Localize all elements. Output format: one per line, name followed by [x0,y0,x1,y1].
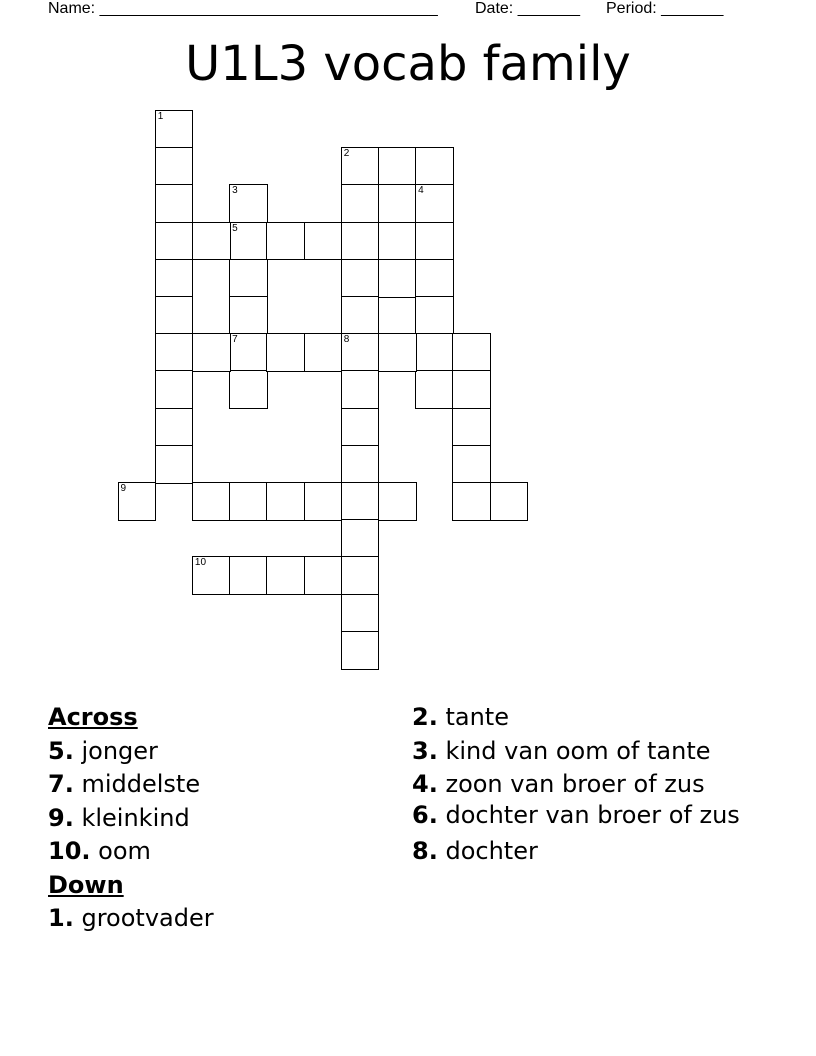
crossword-cell[interactable] [341,259,380,298]
crossword-cell[interactable] [304,222,343,261]
crossword-cell[interactable] [155,296,194,335]
crossword-cell[interactable] [192,333,231,372]
clues-left-column [48,701,214,936]
crossword-cell[interactable] [266,333,305,372]
clue-across-7: 7. middelste [48,770,201,798]
crossword-cell[interactable] [192,482,231,521]
crossword-cell[interactable] [452,370,491,409]
clue-number: 8 [343,334,350,346]
crossword-cell[interactable] [341,445,380,484]
period-field-label: Period: _______ [606,0,724,17]
name-field-label: Name: ______________________________________ [48,0,438,17]
crossword-cell[interactable] [155,222,194,261]
crossword-cell[interactable] [341,222,380,261]
crossword-cell[interactable] [118,482,157,521]
crossword-cell[interactable] [229,222,268,261]
page-title: U1L3 vocab family [185,36,631,92]
down-heading: Down [48,870,124,899]
crossword-cell[interactable] [341,594,380,633]
crossword-cell[interactable] [304,556,343,595]
crossword-cell[interactable] [266,556,305,595]
crossword-cell[interactable] [304,333,343,372]
clue-down-6: 6. dochter van broer of zus [412,800,740,829]
crossword-cell[interactable] [155,445,194,484]
crossword-cell[interactable] [341,333,380,372]
crossword-cell[interactable] [229,259,268,298]
clue-number: 4 [418,185,424,197]
crossword-cell[interactable] [229,333,268,372]
crossword-cell[interactable] [229,370,268,409]
crossword-cell[interactable] [155,370,194,409]
crossword-cell[interactable] [304,482,343,521]
crossword-cell[interactable] [452,333,491,372]
clue-across-10: 10. oom [48,837,151,865]
clue-across-9: 9. kleinkind [48,803,190,832]
clue-number: 1 [157,111,164,122]
crossword-cell[interactable] [341,482,380,521]
clue-number: 9 [120,483,127,494]
crossword-cell[interactable] [266,222,305,261]
crossword-cell[interactable] [229,482,268,521]
crossword-cell[interactable] [378,184,417,223]
clue-down-3: 3. kind van oom of tante [412,736,711,765]
crossword-cell[interactable] [452,445,491,484]
crossword-cell[interactable] [378,259,417,298]
clue-number: 7 [232,334,238,346]
crossword-cell[interactable] [415,222,454,261]
clue-number: 2 [343,148,350,160]
crossword-cell[interactable] [229,184,268,223]
crossword-cell[interactable] [378,482,417,521]
crossword-cell[interactable] [229,556,268,595]
crossword-cell[interactable] [415,259,454,298]
crossword-cell[interactable] [378,333,417,372]
crossword-cell[interactable] [341,408,380,447]
crossword-cell[interactable] [490,482,529,521]
clue-down-1: 1. grootvader [48,904,214,932]
crossword-cell[interactable] [378,222,417,261]
clue-across-5: 5. jonger [48,736,158,765]
crossword-cell[interactable] [415,333,454,372]
clue-number: 3 [232,185,238,197]
crossword-cell[interactable] [341,556,380,595]
clue-number: 10 [194,557,207,569]
clues-right-column [412,701,742,868]
clue-down-8: 8. dochter [412,836,538,865]
crossword-cell[interactable] [415,370,454,409]
crossword-cell[interactable] [155,147,194,186]
across-heading: Across [48,703,138,731]
crossword-cell[interactable] [229,296,268,335]
crossword-cell[interactable] [192,556,231,595]
crossword-cell[interactable] [452,482,491,521]
crossword-cell[interactable] [341,147,380,186]
crossword-cell[interactable] [415,296,454,335]
crossword-cell[interactable] [266,482,305,521]
clue-number: 5 [232,222,238,234]
crossword-cell[interactable] [155,408,194,447]
crossword-cell[interactable] [341,296,380,335]
crossword-cell[interactable] [452,408,491,447]
crossword-cell[interactable] [155,333,194,372]
crossword-cell[interactable] [415,184,454,223]
crossword-cell[interactable] [341,519,380,558]
crossword-cell[interactable] [192,222,231,261]
clue-down-2: 2. tante [412,703,509,731]
crossword-cell[interactable] [415,147,454,186]
crossword-cell[interactable] [341,631,380,670]
crossword-cell[interactable] [155,110,194,149]
date-field-label: Date: _______ [475,0,580,17]
clue-down-4: 4. zoon van broer of zus [412,770,705,798]
crossword-cell[interactable] [341,184,380,223]
crossword-cell[interactable] [341,370,380,409]
crossword-cell[interactable] [155,184,194,223]
crossword-cell[interactable] [378,147,417,186]
crossword-cell[interactable] [155,259,194,298]
